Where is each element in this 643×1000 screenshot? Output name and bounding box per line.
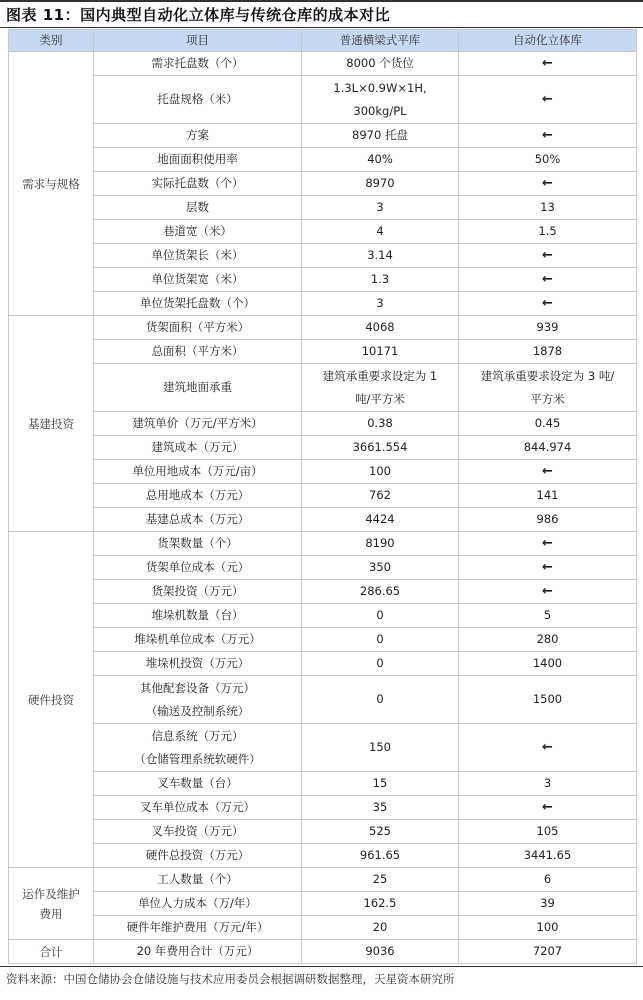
same-as-left-arrow-icon: ← (459, 244, 637, 268)
traditional-value-cell: 1.3 (302, 268, 459, 292)
traditional-value-cell: 8970 (302, 172, 459, 196)
automated-value-cell: 7207 (459, 940, 637, 964)
automated-value-cell: 844.974 (459, 436, 637, 460)
item-cell: 需求托盘数（个） (94, 52, 302, 76)
table-title: 图表 11：国内典型自动化立体库与传统仓库的成本对比 (0, 2, 643, 28)
table-container (0, 28, 643, 964)
item-cell: 货架面积（平方米） (94, 316, 302, 340)
table-row (9, 676, 637, 724)
table-row (9, 52, 637, 76)
same-as-left-arrow-icon: ← (459, 52, 637, 76)
table-row (9, 196, 637, 220)
table-row (9, 316, 637, 340)
automated-value-cell: 50% (459, 148, 637, 172)
same-as-left-arrow-icon: ← (459, 172, 637, 196)
category-cell: 需求与规格 (9, 52, 94, 316)
traditional-value-cell: 4424 (302, 508, 459, 532)
header-item: 项目 (94, 30, 302, 52)
table-row (9, 868, 637, 892)
table-row (9, 340, 637, 364)
table-row (9, 244, 637, 268)
automated-value-cell: 280 (459, 628, 637, 652)
item-cell: 实际托盘数（个） (94, 172, 302, 196)
table-row (9, 484, 637, 508)
automated-value-cell: 1.5 (459, 220, 637, 244)
same-as-left-arrow-icon: ← (459, 796, 637, 820)
traditional-value-cell: 0 (302, 652, 459, 676)
same-as-left-arrow-icon: ← (459, 460, 637, 484)
table-row (9, 124, 637, 148)
traditional-value-cell: 建筑承重要求设定为 1 吨/平方米 (302, 364, 459, 412)
automated-value-cell: 141 (459, 484, 637, 508)
traditional-value-cell: 350 (302, 556, 459, 580)
table-row (9, 220, 637, 244)
automated-value-cell: 100 (459, 916, 637, 940)
traditional-value-cell: 525 (302, 820, 459, 844)
source-note: 资料来源：中国仓储协会仓储设施与技术应用委员会根据调研数据整理，天星资本研究所 (0, 966, 643, 991)
table-row (9, 652, 637, 676)
header-row (9, 30, 637, 52)
item-cell: 货架单位成本（元） (94, 556, 302, 580)
item-cell: 单位货架长（米） (94, 244, 302, 268)
table-row (9, 508, 637, 532)
automated-value-cell: 3441.65 (459, 844, 637, 868)
automated-value-cell: 0.45 (459, 412, 637, 436)
item-cell: 单位货架托盘数（个） (94, 292, 302, 316)
header-automated-warehouse: 自动化立体库 (459, 30, 637, 52)
item-cell: 其他配套设备（万元） （输送及控制系统） (94, 676, 302, 724)
table-row (9, 916, 637, 940)
item-cell: 建筑单价（万元/平方米） (94, 412, 302, 436)
item-cell: 叉车数量（台） (94, 772, 302, 796)
item-cell: 托盘规格（米） (94, 76, 302, 124)
table-row (9, 844, 637, 868)
table-row (9, 556, 637, 580)
automated-value-cell: 39 (459, 892, 637, 916)
item-cell: 方案 (94, 124, 302, 148)
traditional-value-cell: 961.65 (302, 844, 459, 868)
same-as-left-arrow-icon: ← (459, 532, 637, 556)
category-cell: 运作及维护 费用 (9, 868, 94, 940)
table-row (9, 532, 637, 556)
traditional-value-cell: 3 (302, 292, 459, 316)
table-row (9, 940, 637, 964)
table-row (9, 628, 637, 652)
traditional-value-cell: 20 (302, 916, 459, 940)
item-cell: 层数 (94, 196, 302, 220)
table-row (9, 436, 637, 460)
automated-value-cell: 1400 (459, 652, 637, 676)
same-as-left-arrow-icon: ← (459, 556, 637, 580)
traditional-value-cell: 3661.554 (302, 436, 459, 460)
automated-value-cell: 建筑承重要求设定为 3 吨/ 平方米 (459, 364, 637, 412)
automated-value-cell: 5 (459, 604, 637, 628)
table-row (9, 412, 637, 436)
automated-value-cell: 13 (459, 196, 637, 220)
automated-value-cell: 939 (459, 316, 637, 340)
item-cell: 单位人力成本（万/年） (94, 892, 302, 916)
item-cell: 20 年费用合计（万元） (94, 940, 302, 964)
item-cell: 信息系统（万元） （仓储管理系统软硬件） (94, 724, 302, 772)
same-as-left-arrow-icon: ← (459, 724, 637, 772)
traditional-value-cell: 0 (302, 676, 459, 724)
table-row (9, 460, 637, 484)
category-cell: 硬件投资 (9, 532, 94, 868)
traditional-value-cell: 25 (302, 868, 459, 892)
automated-value-cell: 105 (459, 820, 637, 844)
traditional-value-cell: 100 (302, 460, 459, 484)
table-row (9, 796, 637, 820)
table-row (9, 820, 637, 844)
table-row (9, 604, 637, 628)
item-cell: 堆垛机数量（台） (94, 604, 302, 628)
item-cell: 硬件总投资（万元） (94, 844, 302, 868)
traditional-value-cell: 162.5 (302, 892, 459, 916)
automated-value-cell: 1878 (459, 340, 637, 364)
item-cell: 硬件年维护费用（万元/年） (94, 916, 302, 940)
traditional-value-cell: 762 (302, 484, 459, 508)
traditional-value-cell: 3.14 (302, 244, 459, 268)
traditional-value-cell: 35 (302, 796, 459, 820)
cost-comparison-table (8, 29, 637, 964)
table-row (9, 292, 637, 316)
automated-value-cell: 986 (459, 508, 637, 532)
table-row (9, 892, 637, 916)
automated-value-cell: 6 (459, 868, 637, 892)
traditional-value-cell: 0.38 (302, 412, 459, 436)
item-cell: 叉车投资（万元） (94, 820, 302, 844)
item-cell: 总用地成本（万元） (94, 484, 302, 508)
traditional-value-cell: 4068 (302, 316, 459, 340)
traditional-value-cell: 150 (302, 724, 459, 772)
item-cell: 叉车单位成本（万元） (94, 796, 302, 820)
item-cell: 货架投资（万元） (94, 580, 302, 604)
item-cell: 建筑地面承重 (94, 364, 302, 412)
traditional-value-cell: 8970 托盘 (302, 124, 459, 148)
traditional-value-cell: 40% (302, 148, 459, 172)
item-cell: 单位货架宽（米） (94, 268, 302, 292)
traditional-value-cell: 1.3L×0.9W×1H, 300kg/PL (302, 76, 459, 124)
item-cell: 地面面积使用率 (94, 148, 302, 172)
automated-value-cell: 1500 (459, 676, 637, 724)
item-cell: 建筑成本（万元） (94, 436, 302, 460)
item-cell: 堆垛机单位成本（万元） (94, 628, 302, 652)
table-body (9, 52, 637, 964)
traditional-value-cell: 9036 (302, 940, 459, 964)
item-cell: 总面积（平方米） (94, 340, 302, 364)
table-row (9, 148, 637, 172)
item-cell: 基建总成本（万元） (94, 508, 302, 532)
traditional-value-cell: 15 (302, 772, 459, 796)
traditional-value-cell: 8190 (302, 532, 459, 556)
traditional-value-cell: 286.65 (302, 580, 459, 604)
category-cell: 合计 (9, 940, 94, 964)
same-as-left-arrow-icon: ← (459, 76, 637, 124)
category-cell: 基建投资 (9, 316, 94, 532)
traditional-value-cell: 0 (302, 604, 459, 628)
table-row (9, 364, 637, 412)
table-row (9, 76, 637, 124)
automated-value-cell: 3 (459, 772, 637, 796)
table-row (9, 268, 637, 292)
same-as-left-arrow-icon: ← (459, 124, 637, 148)
item-cell: 工人数量（个） (94, 868, 302, 892)
table-row (9, 724, 637, 772)
header-category: 类别 (9, 30, 94, 52)
traditional-value-cell: 8000 个货位 (302, 52, 459, 76)
header-traditional-warehouse: 普通横梁式平库 (302, 30, 459, 52)
item-cell: 巷道宽（米） (94, 220, 302, 244)
traditional-value-cell: 4 (302, 220, 459, 244)
same-as-left-arrow-icon: ← (459, 292, 637, 316)
traditional-value-cell: 10171 (302, 340, 459, 364)
same-as-left-arrow-icon: ← (459, 268, 637, 292)
item-cell: 货架数量（个） (94, 532, 302, 556)
table-row (9, 172, 637, 196)
item-cell: 堆垛机投资（万元） (94, 652, 302, 676)
item-cell: 单位用地成本（万元/亩） (94, 460, 302, 484)
same-as-left-arrow-icon: ← (459, 580, 637, 604)
traditional-value-cell: 0 (302, 628, 459, 652)
table-row (9, 580, 637, 604)
table-row (9, 772, 637, 796)
traditional-value-cell: 3 (302, 196, 459, 220)
